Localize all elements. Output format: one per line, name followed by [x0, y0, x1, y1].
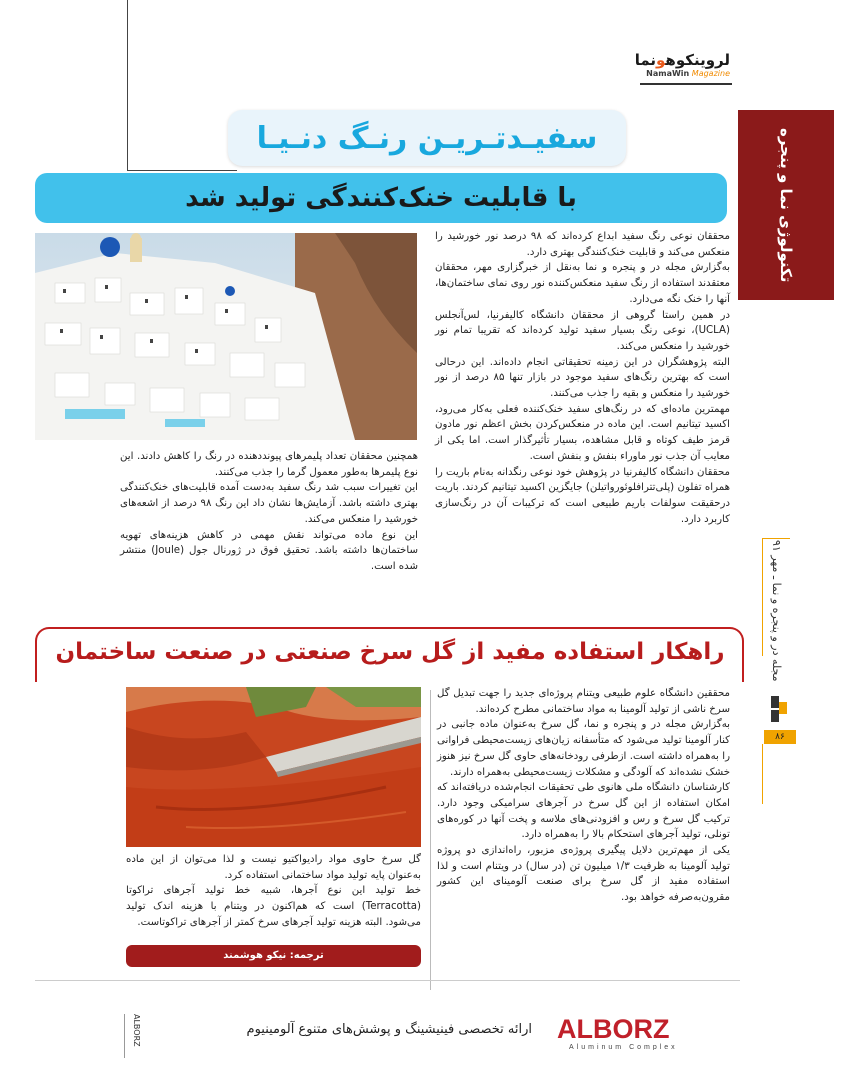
article1-paragraph: این تغییرات سبب شد رنگ سفید به‌دست آمده قابلیت‌های خنک‌کنندگی بهتری داشته باشد. آزمایش‌ها نشان داد این رنگ ۹۸ درصد از اشعه‌های خورشید را منعکس می‌کند.	[120, 482, 418, 525]
article1-title: سفیـدتـریـن رنـگ دنـیـا	[256, 120, 598, 156]
svg-text:ALBORZ: ALBORZ	[557, 1014, 670, 1044]
article1-title-box	[228, 110, 626, 166]
issue-label: مجله در و پنجره و نما ـ مهر ۹۱	[770, 540, 783, 682]
rail-line	[762, 538, 763, 656]
article1-paragraph: در همین راستا گروهی از محققان دانشگاه کالیفرنیا، لس‌آنجلس (UCLA)، نوعی رنگ بسیار سفید تولید کرده‌اند که تقریبا تمام نور خورشید را منعکس می‌کند.	[435, 309, 730, 352]
red-mud-photo	[126, 687, 421, 847]
page-number: ۸۶	[764, 730, 796, 744]
article1-paragraph: مهمترین ماده‌ای که در رنگ‌های سفید خنک‌کننده فعلی به‌کار می‌رود، اکسید تیتانیم است. این ماده در منعکس‌کردن بخش اعظم نور مادون قرمز طیف کوتاه و قابل مشاهده، بسیار تأثیرگذار است. اما یکی از معایب آن جذب نور ماوراء بنفش و بنفش است.	[435, 403, 730, 462]
article2-paragraph: کارشناسان دانشگاه ملی هانوی طی تحقیقات انجام‌شده دریافته‌اند که امکان استفاده از این گل سرخ در آجرهای سرامیکی وجود دارد. ترکیب گل سرخ و رس و افزودنی‌های ملاسه و پخت آنها در کوره‌های تونلی، تولید آجرهای استحکام بالا را به‌همراه دارد.	[437, 782, 730, 841]
article1-paragraph: این نوع ماده می‌تواند نقش مهمی در کاهش هزینه‌های تهویه ساختمان‌ها داشته باشد. تحقیق فوق در ژورنال جول (Joule) منتشر شده است.	[120, 529, 418, 572]
magazine-icon	[769, 694, 789, 724]
alborz-logo	[555, 1014, 730, 1050]
magazine-logo	[634, 51, 730, 82]
footer-divider	[35, 980, 740, 981]
ad-vertical-brand: ALBORZ	[124, 1014, 141, 1058]
white-village-photo	[35, 233, 417, 440]
article2-paragraph: یکی از مهم‌ترین دلایل پیگیری پروژه‌ی مزبور، راه‌اندازی دو پروژه تولید آلومینا به ظرفیت ۱/۳ میلیون تن (در سال) در ویتنام است و لذا استفاده مفید از گل سرخ برای صنعت آلومینای این کشور مقرون‌به‌صرفه خواهد بود.	[437, 845, 730, 904]
article1-subtitle-box	[35, 173, 727, 223]
header-frame-line	[127, 170, 237, 171]
rail-line	[762, 744, 763, 804]
svg-text:Aluminum Complex: Aluminum Complex	[569, 1044, 678, 1050]
article2-left-column	[126, 852, 421, 931]
article2-paragraph: گل سرخ حاوی مواد رادیواکتیو نیست و لذا می‌توان از این ماده به‌عنوان پایه تولید مواد ساختمانی استفاده کرد.	[126, 854, 421, 881]
article1-paragraph: همچنین محققان تعداد پلیمرهای پیونددهنده در رنگ را کاهش دادند. این نوع پلیمرها به‌طور معمول گرما را جذب می‌کنند.	[120, 451, 418, 478]
article1-left-column	[120, 449, 418, 575]
ad-slogan: ارائه تخصصی فینیشینگ و پوشش‌های متنوع آلومینیوم	[246, 1022, 532, 1037]
article1-paragraph: البته پژوهشگران در این زمینه تحقیقاتی انجام داده‌اند. این درحالی است که بهترین رنگ‌های سفید موجود در بازار تنها ۸۵ درصد از نور خورشید را منعکس و بقیه را جذب می‌کنند.	[435, 356, 730, 400]
logo-en: NamaWin Magazine	[646, 69, 730, 78]
rail-line	[762, 538, 790, 539]
column-divider	[430, 690, 431, 990]
logo-underline	[640, 83, 732, 85]
article1-paragraph: محققان نوعی رنگ سفید ابداع کرده‌اند که ۹۸ درصد نور خورشید را منعکس می‌کند و قابلیت خنک‌کنندگی بهتری دارد.	[435, 231, 730, 258]
section-side-tab	[738, 110, 834, 300]
article2-paragraph: به‌گزارش مجله در و پنجره و نما، گل سرخ به‌عنوان ماده جانبی در کنار آلومینا تولید می‌شود که متأسفانه زیان‌های زیست‌محیطی فراوانی را به‌همراه داشته است. ازطرفی رودخانه‌های حاوی گل سرخ نیز هنوز خشک نشده‌اند که آلودگی و مشکلات زیست‌محیطی به‌همراه دارند.	[437, 719, 730, 778]
article2-title-box	[45, 632, 735, 672]
article2-paragraph: خط تولید این نوع آجرها، شبیه خط تولید آجرهای تراکوتا (Terracotta) است که هم‌اکنون در ویتنام با هزینه اندک تولید می‌شود. البته هزینه تولید آجرهای سرخ کمتر از آجرهای تراکوتاست.	[126, 885, 421, 928]
header-frame-line	[127, 0, 128, 170]
section-side-tab-label: تکنولوژی نما و پنجره	[777, 127, 795, 283]
article1-paragraph: محققان دانشگاه کالیفرنیا در پژوهش خود نوعی رنگدانه به‌نام باریت را همراه تفلون (پلی‌تترافلوئورواتیلن) جایگزین اکسید تیتانیم کردند. باریت درحقیقت سولفات باریم طبیعی است که ترکیبات آن در رنگ‌سازی کاربرد دارد.	[435, 466, 730, 525]
article2-right-column	[437, 686, 730, 906]
article1-subtitle: با قابلیت خنک‌کنندگی تولید شد	[185, 183, 577, 213]
translator-credit: ترجمه: نیکو هوشمند	[126, 945, 421, 967]
article2-title: راهکار استفاده مفید از گل سرخ صنعتی در صنعت ساختمان	[55, 639, 725, 665]
article1-right-column	[435, 229, 730, 527]
article2-paragraph: محققین دانشگاه علوم طبیعی ویتنام پروژه‌ای جدید را جهت تبدیل گل سرخ ناشی از تولید آلومینا به مواد ساختمانی مطرح کرده‌اند.	[437, 688, 730, 715]
article1-paragraph: به‌گزارش مجله در و پنجره و نما به‌نقل از خبرگزاری مهر، محققان معتقدند استفاده از رنگ سفید منعکس‌کننده نور روی نمای ساختمان‌ها، آنها را خنک نگه می‌دارد.	[435, 262, 730, 305]
logo-fa: لروینکوهونما	[634, 51, 730, 69]
